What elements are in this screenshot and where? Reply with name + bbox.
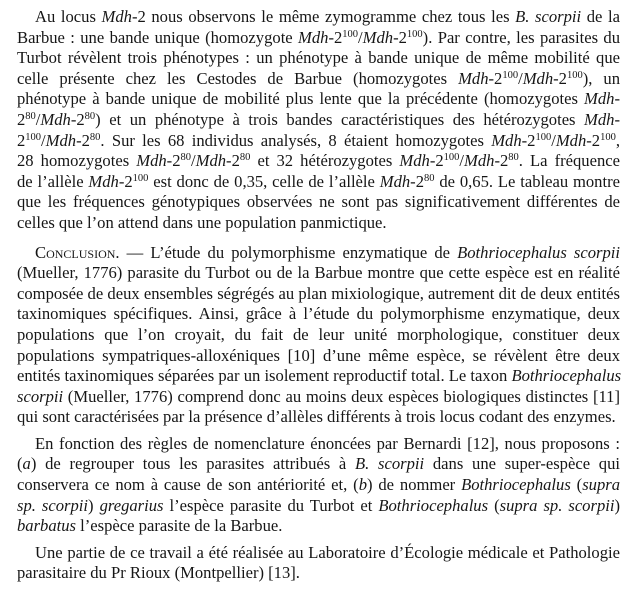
italic-text: B. scorpii	[355, 454, 425, 474]
text-segment: -2	[328, 27, 343, 47]
text-segment: -2 nous observons le même zymogramme chez tous les	[131, 7, 516, 26]
text-segment: /	[358, 27, 363, 47]
italic-text: Mdh	[40, 109, 71, 129]
text-segment: -2	[521, 130, 536, 150]
text-segment: l’espèce parasite de la Barbue.	[76, 516, 283, 536]
italic-text: Mdh	[379, 171, 411, 191]
document-page	[17, 7, 620, 590]
text-segment: -2	[118, 171, 133, 191]
text-segment: )	[614, 495, 620, 515]
text-line	[17, 213, 620, 234]
text-segment: ), un	[582, 68, 621, 88]
text-segment: que les fréquences génotypiques observées ne sont pas significativement différentes de	[17, 192, 620, 212]
text-line	[17, 366, 620, 387]
superscript: 100	[443, 152, 460, 164]
text-line	[17, 325, 620, 346]
text-segment: /	[518, 68, 523, 88]
text-line	[17, 543, 620, 564]
italic-text: Mdh	[458, 68, 489, 88]
superscript: 80	[424, 172, 435, 184]
text-segment: (	[570, 475, 583, 495]
text-line	[17, 69, 620, 90]
text-line	[17, 28, 620, 49]
superscript: 80	[239, 152, 251, 164]
text-segment: -2	[586, 130, 601, 150]
superscript: 100	[502, 69, 519, 81]
text-segment: et 32 hétérozygotes	[250, 151, 400, 171]
text-segment: ) de regrouper tous les parasites attribués à	[30, 454, 356, 474]
text-line	[17, 434, 620, 455]
text-line	[17, 151, 620, 172]
italic-text: Bothriocephalus	[511, 366, 622, 386]
italic-text: B. scorpii	[515, 7, 582, 26]
italic-text: Bothriocephalus	[378, 495, 489, 515]
italic-text: Mdh	[45, 130, 77, 150]
text-segment: Une partie de ce travail a été réalisée au Laboratoire d’Écologie médicale et Pathologie	[35, 542, 620, 562]
text-segment: populations que l’on croyait, du fait de leur unité morphologique, constituer deux	[17, 324, 620, 344]
text-segment: (	[488, 495, 500, 515]
text-segment: de l’allèle	[17, 171, 89, 191]
text-segment: ) et un phénotype à trois bandes caractéristiques des hétérozygotes	[95, 109, 585, 129]
text-segment: -2	[494, 151, 509, 171]
text-segment: parasitaire du Pr Rioux (Montpellier) [13].	[17, 563, 300, 583]
text-segment: ). Par contre, les parasites du	[422, 27, 620, 47]
text-segment: -2	[76, 130, 90, 150]
text-line	[17, 475, 620, 496]
italic-text: Mdh	[101, 7, 132, 26]
text-line	[17, 284, 620, 305]
text-segment: En fonction des règles de nomenclature énoncées par Bernardi [12], nous proposons :	[35, 433, 620, 453]
italic-text: supra sp. scorpii	[499, 495, 615, 515]
text-segment: ) de nommer	[366, 475, 462, 495]
italic-text: Mdh	[555, 130, 587, 150]
text-segment: /	[551, 130, 556, 150]
superscript: 100	[535, 131, 552, 143]
italic-text: Mdh	[88, 171, 119, 191]
text-line	[17, 243, 620, 264]
text-line	[17, 172, 620, 193]
text-segment: de la	[581, 7, 620, 26]
text-segment: -2	[429, 151, 444, 171]
text-line	[17, 7, 620, 28]
superscript: 80	[89, 131, 101, 143]
italic-text: Mdh	[362, 27, 394, 47]
text-line	[17, 131, 620, 152]
text-segment: . Sur les 68 individus analysés, 8 étaient homozygotes	[100, 130, 492, 150]
italic-text: Mdh-	[584, 89, 620, 109]
text-line	[17, 48, 620, 69]
text-line	[17, 263, 620, 284]
superscript: 100	[566, 69, 583, 81]
italic-text: supra	[582, 475, 621, 495]
superscript: 80	[84, 110, 96, 122]
text-segment: celles que l’on attend dans une population panmictique.	[17, 212, 387, 232]
text-segment: entités taxinomiques séparées par un isolement reproductif total. Le taxon	[17, 366, 512, 386]
italic-text: barbatus	[17, 516, 77, 536]
text-segment: 2	[17, 130, 26, 150]
text-segment: 28 homozygotes	[17, 151, 137, 171]
italic-text: Bothriocephalus scorpii	[457, 242, 620, 262]
text-segment: ,	[615, 130, 620, 150]
text-segment: l’espèce parasite du Turbot et	[163, 495, 379, 515]
italic-text: Bothriocephalus	[461, 475, 571, 495]
paragraph-nomenclature	[17, 434, 620, 537]
text-segment: -2	[166, 151, 181, 171]
superscript: 80	[180, 152, 191, 164]
text-segment: -2	[393, 27, 407, 47]
text-segment: (Mueller, 1776) parasite du Turbot ou de la Barbue montre que cette espèce est en réalité	[17, 263, 620, 283]
text-line	[17, 192, 620, 213]
superscript: 100	[25, 131, 42, 143]
superscript: 100	[132, 172, 149, 184]
text-line	[17, 516, 620, 537]
text-segment: de 0,65. Le tableau montre	[434, 171, 620, 191]
text-line	[17, 496, 620, 517]
text-line	[17, 89, 620, 110]
italic-text: scorpii	[17, 386, 64, 406]
text-segment: 2	[17, 109, 26, 129]
text-line	[17, 387, 620, 408]
text-segment: (Mueller, 1776) comprend donc au moins deux espèces biologiques distinctes [11]	[63, 386, 620, 406]
text-line	[17, 407, 620, 428]
italic-text: Mdh	[399, 151, 430, 171]
text-segment: populations sympatriques-alloxéniques [10] d’une même espèce, se révèlent être deux	[17, 345, 620, 365]
text-segment: -2	[70, 109, 85, 129]
text-segment: -2	[226, 151, 240, 171]
text-segment: Au locus	[35, 7, 102, 26]
text-segment: conservera ce nom à cause de son antériorité et, (	[17, 475, 359, 495]
italic-text: Mdh	[195, 151, 227, 171]
paragraph-results	[17, 7, 620, 234]
paragraph-acknowledgement	[17, 543, 620, 584]
section-heading: Conclusion.	[35, 242, 120, 262]
text-segment: -2	[410, 171, 424, 191]
text-segment: -2	[488, 68, 503, 88]
text-segment: /	[459, 151, 465, 171]
text-segment: phénotype à bande unique de mobilité plus lente que la précédente (homozygotes	[17, 89, 585, 109]
text-segment: -2	[553, 68, 567, 88]
paragraph-conclusion	[17, 243, 620, 428]
text-segment: taxinomiques spécifiques. Ainsi, grâce à l’étude du polymorphisme enzymatique, deux	[17, 304, 620, 324]
text-line	[17, 454, 620, 475]
text-segment: est donc de 0,35, celle de l’allèle	[148, 171, 380, 191]
italic-text: gregarius	[99, 495, 164, 515]
text-segment: — L’étude du polymorphisme enzymatique de	[119, 242, 458, 262]
italic-text: b	[358, 475, 367, 495]
text-segment: )	[88, 495, 100, 515]
text-line	[17, 346, 620, 367]
italic-text: sp. scorpii	[17, 495, 89, 515]
italic-text: Mdh-	[584, 109, 620, 129]
italic-text: Mdh	[522, 68, 554, 88]
italic-text: Mdh	[491, 130, 522, 150]
text-segment: /	[41, 130, 46, 150]
text-segment: dans une super-espèce qui	[424, 454, 620, 474]
superscript: 100	[406, 28, 423, 40]
superscript: 100	[342, 28, 359, 40]
text-segment: qui sont caractérisées par la présence d’allèles différents à trois locus codant des enzymes.	[17, 407, 616, 427]
text-segment: Barbue : une bande unique (homozygote	[17, 27, 299, 47]
text-segment: celle présente chez les Cestodes de Barbue (homozygotes	[17, 68, 459, 88]
text-segment: Turbot révèlent trois phénotypes : un phénotype à bande unique de même mobilité que	[17, 48, 620, 68]
text-line	[17, 110, 620, 131]
text-line	[17, 563, 620, 584]
italic-text: Mdh	[464, 151, 495, 171]
italic-text: a	[22, 454, 31, 474]
italic-text: Mdh	[298, 27, 329, 47]
text-segment: (	[17, 454, 23, 474]
superscript: 80	[25, 110, 36, 122]
italic-text: Mdh	[136, 151, 167, 171]
superscript: 100	[600, 131, 616, 143]
text-segment: composée de deux ensembles ségrégés au plan mixiologique, autrement dit de deux entités	[17, 283, 620, 303]
text-segment: /	[191, 151, 196, 171]
superscript: 80	[508, 152, 519, 164]
text-segment: . La fréquence	[518, 151, 620, 171]
text-segment: /	[35, 109, 41, 129]
text-line	[17, 304, 620, 325]
